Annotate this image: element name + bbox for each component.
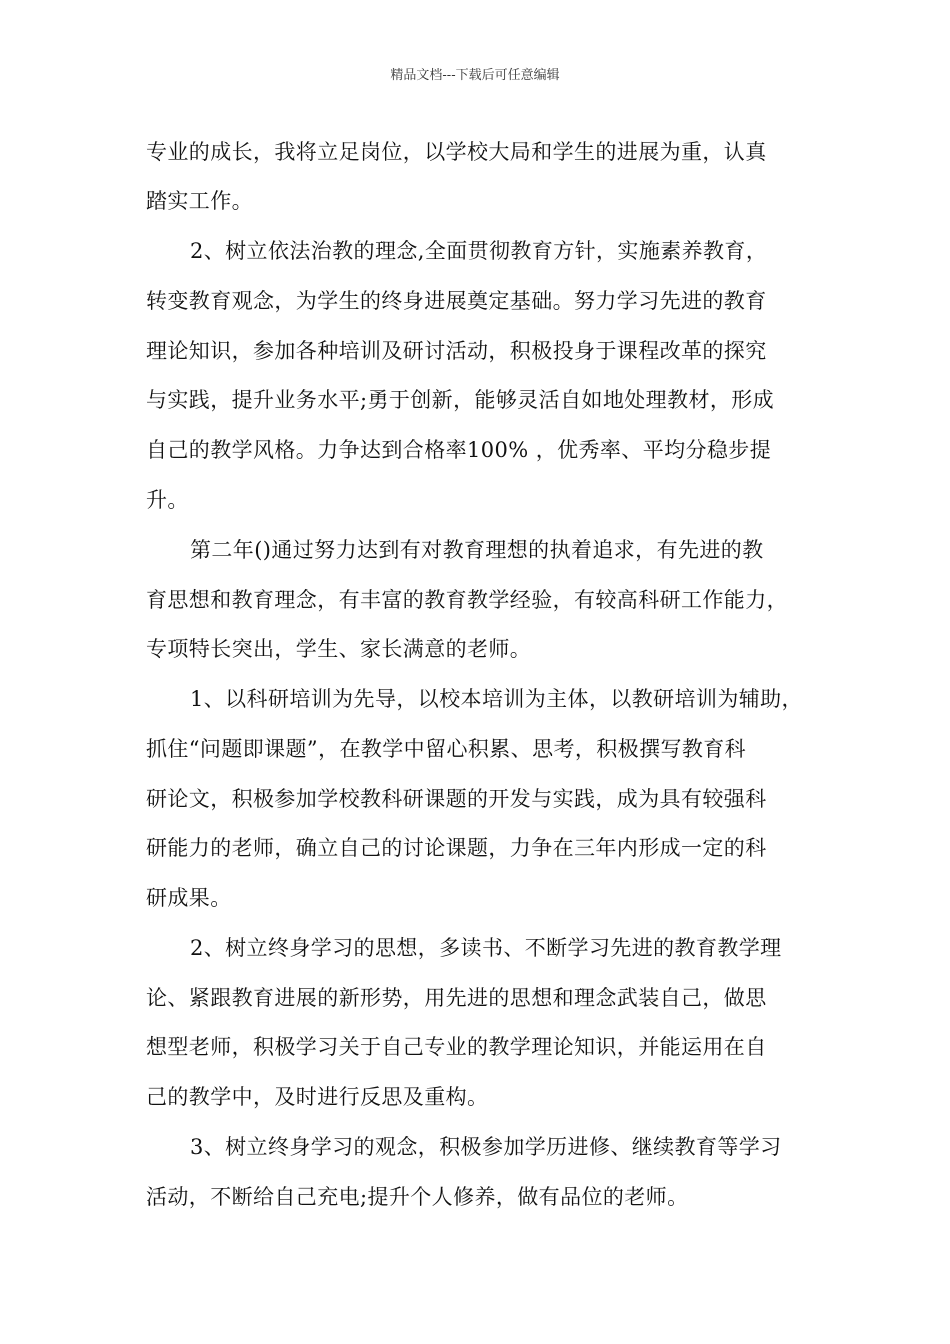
text-line-4: 转变教育观念，为学生的终身进展奠定基础。努力学习先进的教育	[146, 289, 767, 313]
text-line-15: 研能力的老师，确立自己的讨论课题，力争在三年内形成一定的科	[146, 836, 767, 860]
text-line-16: 研成果。	[146, 886, 232, 910]
page-header: 精品文档---下载后可任意编辑	[390, 68, 560, 83]
text-line-6: 与实践，提升业务水平;勇于创新，能够灵活自如地处理教材，形成	[146, 388, 775, 412]
text-line-7: 自己的教学风格。力争达到合格率100% ，优秀率、平均分稳步提	[146, 438, 772, 462]
text-line-17: 2、树立终身学习的思想，多读书、不断学习先进的教育教学理	[190, 936, 782, 960]
text-line-12: 1、以科研培训为先导，以校本培训为主体，以教研培训为辅助，	[190, 687, 803, 711]
text-line-8: 升。	[146, 488, 189, 512]
text-line-13: 抓住“问题即课题”，在教学中留心积累、思考，积极撰写教育科	[146, 737, 747, 761]
text-line-19: 想型老师，积极学习关于自己专业的教学理论知识，并能运用在自	[146, 1035, 767, 1059]
text-line-11: 专项特长突出，学生、家长满意的老师。	[146, 637, 532, 661]
text-line-10: 育思想和教育理念，有丰富的教育教学经验，有较高科研工作能力，	[146, 588, 788, 612]
text-line-20: 己的教学中，及时进行反思及重构。	[146, 1085, 489, 1109]
text-line-14: 研论文，积极参加学校教科研课题的开发与实践，成为具有较强科	[146, 787, 767, 811]
text-line-9: 第二年()通过努力达到有对教育理想的执着追求，有先进的教	[190, 538, 764, 562]
text-line-5: 理论知识，参加各种培训及研讨活动，积极投身于课程改革的探究	[146, 339, 767, 363]
text-line-18: 论、紧跟教育进展的新形势，用先进的思想和理念武装自己，做思	[146, 986, 767, 1010]
text-line-2: 踏实工作。	[146, 189, 253, 213]
text-line-1: 专业的成长，我将立足岗位，以学校大局和学生的进展为重，认真	[146, 140, 767, 164]
text-line-3: 2、树立依法治教的理念,全面贯彻教育方针，实施素养教育，	[190, 239, 768, 263]
text-line-21: 3、树立终身学习的观念，积极参加学历进修、继续教育等学习	[190, 1135, 782, 1159]
text-line-22: 活动，不断给自己充电;提升个人修养，做有品位的老师。	[146, 1185, 689, 1209]
